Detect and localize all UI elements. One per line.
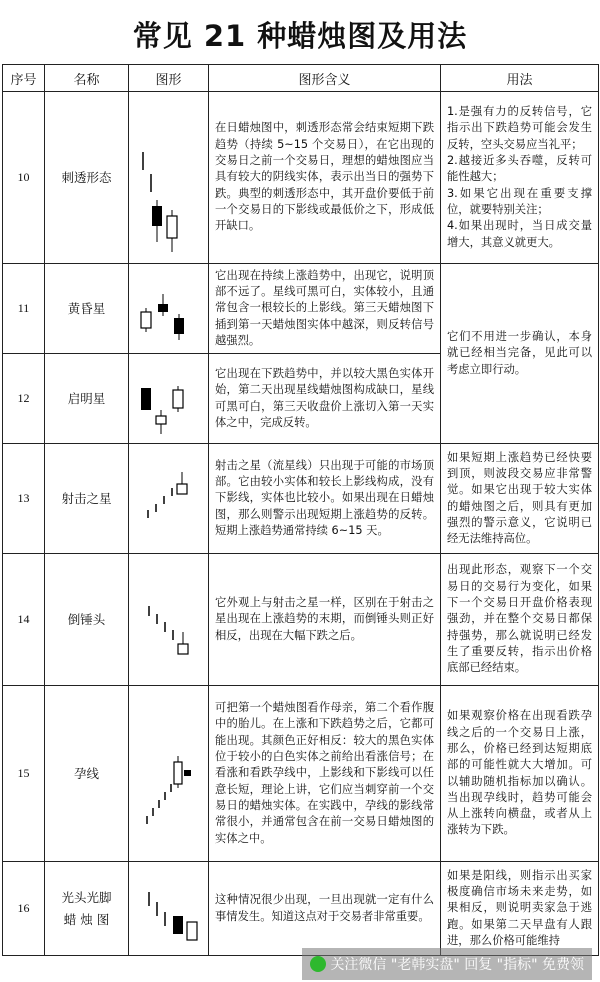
- row-name: 射击之星: [45, 444, 129, 554]
- table-row: [3, 862, 599, 956]
- row-shape: [129, 264, 209, 354]
- row-usage: 如果是阳线，则指示出买家极度确信市场未来走势，如果相反，则说明卖家急于逃跑。如果第二天早盘有人跟进，那么价格可能维持: [441, 862, 599, 956]
- row-name: 孕线: [45, 686, 129, 862]
- harami-icon: [129, 686, 209, 862]
- row-index: 15: [3, 686, 45, 862]
- row-shape: [129, 554, 209, 686]
- header-meaning: 图形含义: [209, 65, 441, 92]
- row-meaning: 它出现在持续上涨趋势中，出现它，说明顶部不远了。星线可黑可白，实体较小，且通常包含一根较长的上影线。第三天蜡烛图下插到第一天蜡烛图实体中越深，则反转信号越强烈。: [209, 264, 441, 354]
- evening-star-icon: [129, 264, 209, 354]
- table-row: [3, 92, 599, 264]
- row-shape: [129, 354, 209, 444]
- row-meaning: 可把第一个蜡烛图看作母亲，第二个看作腹中的胎儿。在上涨和下跌趋势之后，它都可能出现。其颜色正好相反：较大的黑色实体位于较小的白色实体之前给出看涨信号；在看涨和看跌孕线中，上影线和下影线可以任意长短，理论上讲，它们应当刺穿前一个交易日的蜡烛实体。在实践中，孕线的影线常常很小，并通常包含在前一交易日蜡烛图的实体之中。: [209, 686, 441, 862]
- table-row: [3, 554, 599, 686]
- row-usage: 1.是强有力的反转信号，它指示出下跌趋势可能会发生反转，空头交易应当礼平； 2.越接近多头吞噬，反转可能性越大； 3.如果它出现在重要支撑位，就要特别关注； 4.如果出现时，当日成交量增大，其意义就更大。: [441, 92, 599, 264]
- row-shape: [129, 686, 209, 862]
- shooting-star-icon: [129, 444, 209, 554]
- row-name-text: 光头光脚蜡 烛 图: [61, 889, 112, 927]
- row-index: 16: [3, 862, 45, 956]
- row-shape: [129, 862, 209, 956]
- row-index: 14: [3, 554, 45, 686]
- row-shape: [129, 92, 209, 264]
- header-shape: 图形: [129, 65, 209, 92]
- row-meaning: 它外观上与射击之星一样，区别在于射击之星出现在上涨趋势的末期，而倒锤头则正好相反，出现在大幅下跌之后。: [209, 554, 441, 686]
- inverted-hammer-icon: [129, 554, 209, 686]
- row-usage: 出现此形态，观察下一个交易日的交易行为变化，如果下一个交易日开盘价格表现强劲，并在整个交易日都保持强势，那么就说明已经发生了重要反转，指示出价格底部已经结束。: [441, 554, 599, 686]
- header-index: 序号: [3, 65, 45, 92]
- row-index: 13: [3, 444, 45, 554]
- row-meaning: 它出现在下跌趋势中，并以较大黑色实体开始，第二天出现星线蜡烛图构成缺口，星线可黑可白，第三天收盘价上涨切入第一天实体之中，完成反转。: [209, 354, 441, 444]
- row-meaning: 射击之星（流星线）只出现于可能的市场顶部。它由较小实体和较长上影线构成，没有下影线，实体也比较小。如果出现在日蜡烛图，那么则警示出现短期上涨趋势的反转。短期上涨趋势通常持续 6~15 天。: [209, 444, 441, 554]
- table-row: [3, 444, 599, 554]
- table-header-row: [3, 65, 599, 92]
- row-index: 12: [3, 354, 45, 444]
- row-name: 启明星: [45, 354, 129, 444]
- header-name: 名称: [45, 65, 129, 92]
- table-row: [3, 686, 599, 862]
- watermark-banner: [302, 948, 592, 980]
- row-usage: 如果观察价格在出现看跌孕线之后的一个交易日上涨，那么，价格已经到达短期底部的可能性就大大增加。可以辅助随机指标加以确认。当出现孕线时，趋势可能会从上涨转向横盘，或者从上涨转为下跌。: [441, 686, 599, 862]
- page-title: 常见 21 种蜡烛图及用法: [132, 19, 468, 53]
- row-index: 10: [3, 92, 45, 264]
- row-name: 黄昏星: [45, 264, 129, 354]
- row-index: 11: [3, 264, 45, 354]
- wechat-icon: [310, 956, 326, 972]
- row-meaning: 在日蜡烛图中，刺透形态常会结束短期下跌趋势（持续 5~15 个交易日），在它出现的交易日之前一个交易日，理想的蜡烛图应当具有较大的阴线实体，表示出当日的强势下跌。典型的刺透形态中，其开盘价要低于前一个交易日的下影线或最低价之下，形成低开缺口。: [209, 92, 441, 264]
- watermark-text: 关注微信 "老韩实盘" 回复 "指标" 免费领: [330, 957, 584, 973]
- morning-star-icon: [129, 354, 209, 444]
- row-usage: 它们不用进一步确认，本身就已经相当完备，见此可以考虑立即行动。: [441, 264, 599, 444]
- marubozu-icon: [129, 862, 209, 956]
- row-meaning: 这种情况很少出现，一旦出现就一定有什么事情发生。知道这点对于交易者非常重要。: [209, 862, 441, 956]
- row-name: 倒锤头: [45, 554, 129, 686]
- header-usage: 用法: [441, 65, 599, 92]
- row-usage: 如果短期上涨趋势已经快要到顶，则波段交易应非常警觉。如果它出现于较大实体的蜡烛图之后，则具有更加强烈的警示意义，它说明已经无法维持高位。: [441, 444, 599, 554]
- piercing-pattern-icon: [129, 92, 209, 264]
- table-row: [3, 264, 599, 354]
- row-name: [45, 862, 129, 956]
- row-name: 刺透形态: [45, 92, 129, 264]
- row-shape: [129, 444, 209, 554]
- candlestick-table: [2, 64, 599, 956]
